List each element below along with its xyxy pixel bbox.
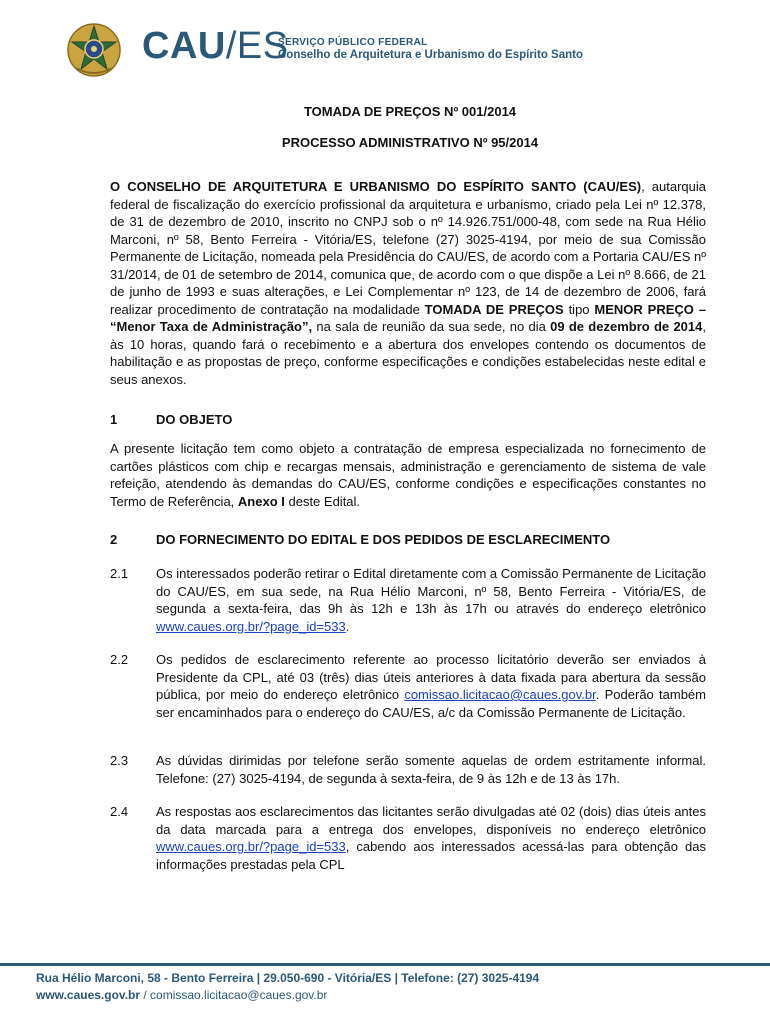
- footer-address: Rua Hélio Marconi, 58 - Bento Ferreira | 29.050-690 - Vitória/ES | Telefone: (27) 3025-4194: [36, 971, 540, 985]
- brand-logo: CAU/ES: [142, 25, 289, 67]
- footer-website: www.caues.gov.br: [36, 988, 141, 1002]
- footer: [36, 970, 539, 1004]
- edital-page-link[interactable]: www.caues.org.br/?page_id=533: [156, 618, 346, 634]
- footer-email: / comissao.licitacao@caues.gov.br: [140, 988, 328, 1002]
- responses-page-link[interactable]: www.caues.org.br/?page_id=533: [156, 839, 346, 854]
- section-1-text: A presente licitação tem como objeto a contratação de empresa especializada no fornecimento de cartões plásticos com chip e recargas mensais, administração e gerenciamento de sistema de vale refeição, atendendo às demandas do CAU/ES, conforme condições e especificações constantes no Termo de Referência, Anexo I deste Edital.: [110, 441, 706, 509]
- section-1-heading: 1 DO OBJETO: [110, 412, 233, 427]
- letterhead: [60, 22, 740, 78]
- title-tomada: TOMADA DE PREÇOS Nº 001/2014: [303, 104, 517, 119]
- title-processo: PROCESSO ADMINISTRATIVO Nº 95/2014: [281, 135, 539, 150]
- footer-contacts: [36, 987, 539, 1004]
- footer-divider: [0, 963, 770, 966]
- republic-seal-icon: [66, 22, 122, 78]
- council-name: Conselho de Arquitetura e Urbanismo do Espírito Santo: [278, 49, 583, 61]
- intro-paragraph: O CONSELHO DE ARQUITETURA E URBANISMO DO ESPÍRITO SANTO (CAU/ES), autarquia federal de fiscalização do exercício profissional da arquitetura e urbanismo, criado pela Lei nº 12.378, de 31 de dezembro de 2010, inscrito no CNPJ sob o nº 14.926.751/000-48, com sede na Rua Hélio Marconi, nº 58, Bento Ferreira - Vitória/ES, telefone (27) 3025-4194, por meio de sua Comissão Permanente de Licitação, nomeada pela Presidência do CAU/ES, de acordo com a Portaria CAU/ES nº 31/2014, de 01 de setembro de 2014, comunica que, de acordo com o que dispõe a Lei nº 8.666, de 21 de junho de 1993 e suas alterações, e Lei Complementar nº 123, de 14 de dezembro de 2006, fará realizar procedimento de contratação na modalidade TOMADA DE PREÇOS tipo MENOR PREÇO – “Menor Taxa de Administração”, na sala de reunião da sua sede, no dia 09 de dezembro de 2014, às 10 horas, quando fará o recebimento e a abertura dos envelopes contendo os documentos de habilitação e as propostas de preço, conforme especificações e condições estabelecidas neste edital e seus anexos.: [110, 179, 707, 387]
- cpl-email-link[interactable]: comissao.licitacao@caues.gov.br: [404, 687, 596, 702]
- section-2-heading: 2 DO FORNECIMENTO DO EDITAL E DOS PEDIDOS DE ESCLARECIMENTO: [110, 532, 611, 547]
- institution-tagline: [278, 36, 583, 62]
- service-line: SERVIÇO PÚBLICO FEDERAL: [278, 37, 428, 48]
